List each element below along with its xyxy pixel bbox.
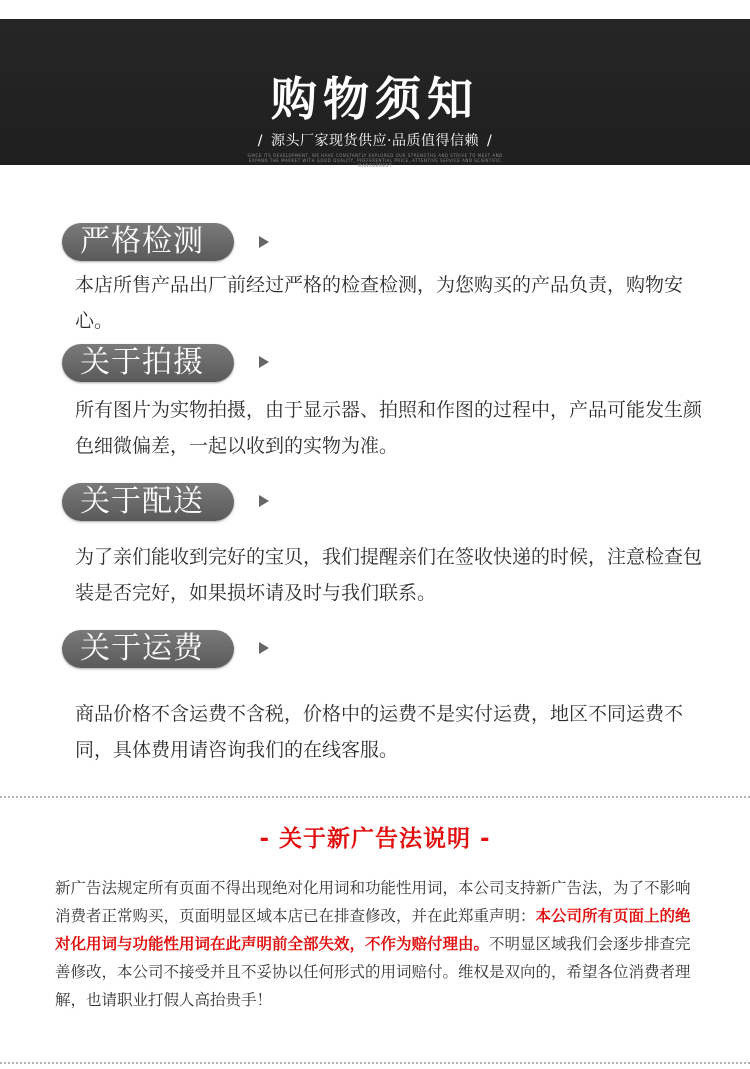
section-text-shipping-fee: 商品价格不含运费不含税，价格中的运费不是实付运费，地区不同运费不同，具体费用请咨询我们的在线客服。 xyxy=(75,703,684,761)
section-label: 关于拍摄 xyxy=(80,345,204,380)
notice-text-highlight: 本公司所有页面上的绝对化用词与功能性用词在此声明前全部失效，不作为赔付理由。 xyxy=(55,907,691,953)
divider-top xyxy=(0,796,750,798)
header-fine-print: SINCE ITS DEVELOPMENT, WE HAVE CONSTANTLY EXPLORED OUR STRENGTHS AND STRIVE TO MEET AND EXPAND THE MARKET WITH GOOD QUALITY, PREFERENTIAL PRICE, ATTENTIVE SERVICE AND SCIENTIFIC MANAGEMENT xyxy=(247,153,503,168)
section-text-inspection: 本店所售产品出厂前经过严格的检查检测，为您购买的产品负责，购物安心。 xyxy=(75,274,684,332)
section-badge-inspection xyxy=(62,223,234,261)
subtitle-slash-left: / xyxy=(257,133,264,149)
notice-body xyxy=(55,874,705,1014)
arrow-right-icon xyxy=(259,495,269,507)
page-subtitle xyxy=(0,130,750,150)
section-label: 关于配送 xyxy=(80,484,204,519)
arrow-right-icon xyxy=(259,356,269,368)
section-label: 关于运费 xyxy=(80,631,204,666)
subtitle-text: 源头厂家现货供应·品质值得信赖 xyxy=(271,133,479,149)
divider-bottom xyxy=(0,1062,750,1064)
notice-text-part-2: 不明显区域我们会逐步排查完善修改，本公司不接受并且不妥协以任何形式的用词赔付。维权是双向的，希望各位消费者理解，也请职业打假人高抬贵手！ xyxy=(55,935,691,1009)
section-badge-delivery xyxy=(62,483,234,521)
page-title: 购物须知 xyxy=(271,72,479,126)
arrow-right-icon xyxy=(259,642,269,654)
section-text-delivery: 为了亲们能收到完好的宝贝，我们提醒亲们在签收快递的时候，注意检查包装是否完好，如果损坏请及时与我们联系。 xyxy=(75,546,703,604)
notice-title: - 关于新广告法说明 - xyxy=(259,826,491,852)
arrow-right-icon xyxy=(259,236,269,248)
section-badge-photography xyxy=(62,344,234,382)
section-text-photography: 所有图片为实物拍摄，由于显示器、拍照和作图的过程中，产品可能发生颜色细微偏差，一起以收到的实物为准。 xyxy=(75,399,703,457)
header-banner xyxy=(0,19,750,168)
section-label: 严格检测 xyxy=(80,224,204,259)
subtitle-slash-right: / xyxy=(486,133,493,149)
notice-text-part-1: 新广告法规定所有页面不得出现绝对化用词和功能性用词，本公司支持新广告法，为了不影响消费者正常购买，页面明显区域本店已在排查修改，并在此郑重声明： xyxy=(55,879,691,925)
section-badge-shipping-fee xyxy=(62,630,234,668)
